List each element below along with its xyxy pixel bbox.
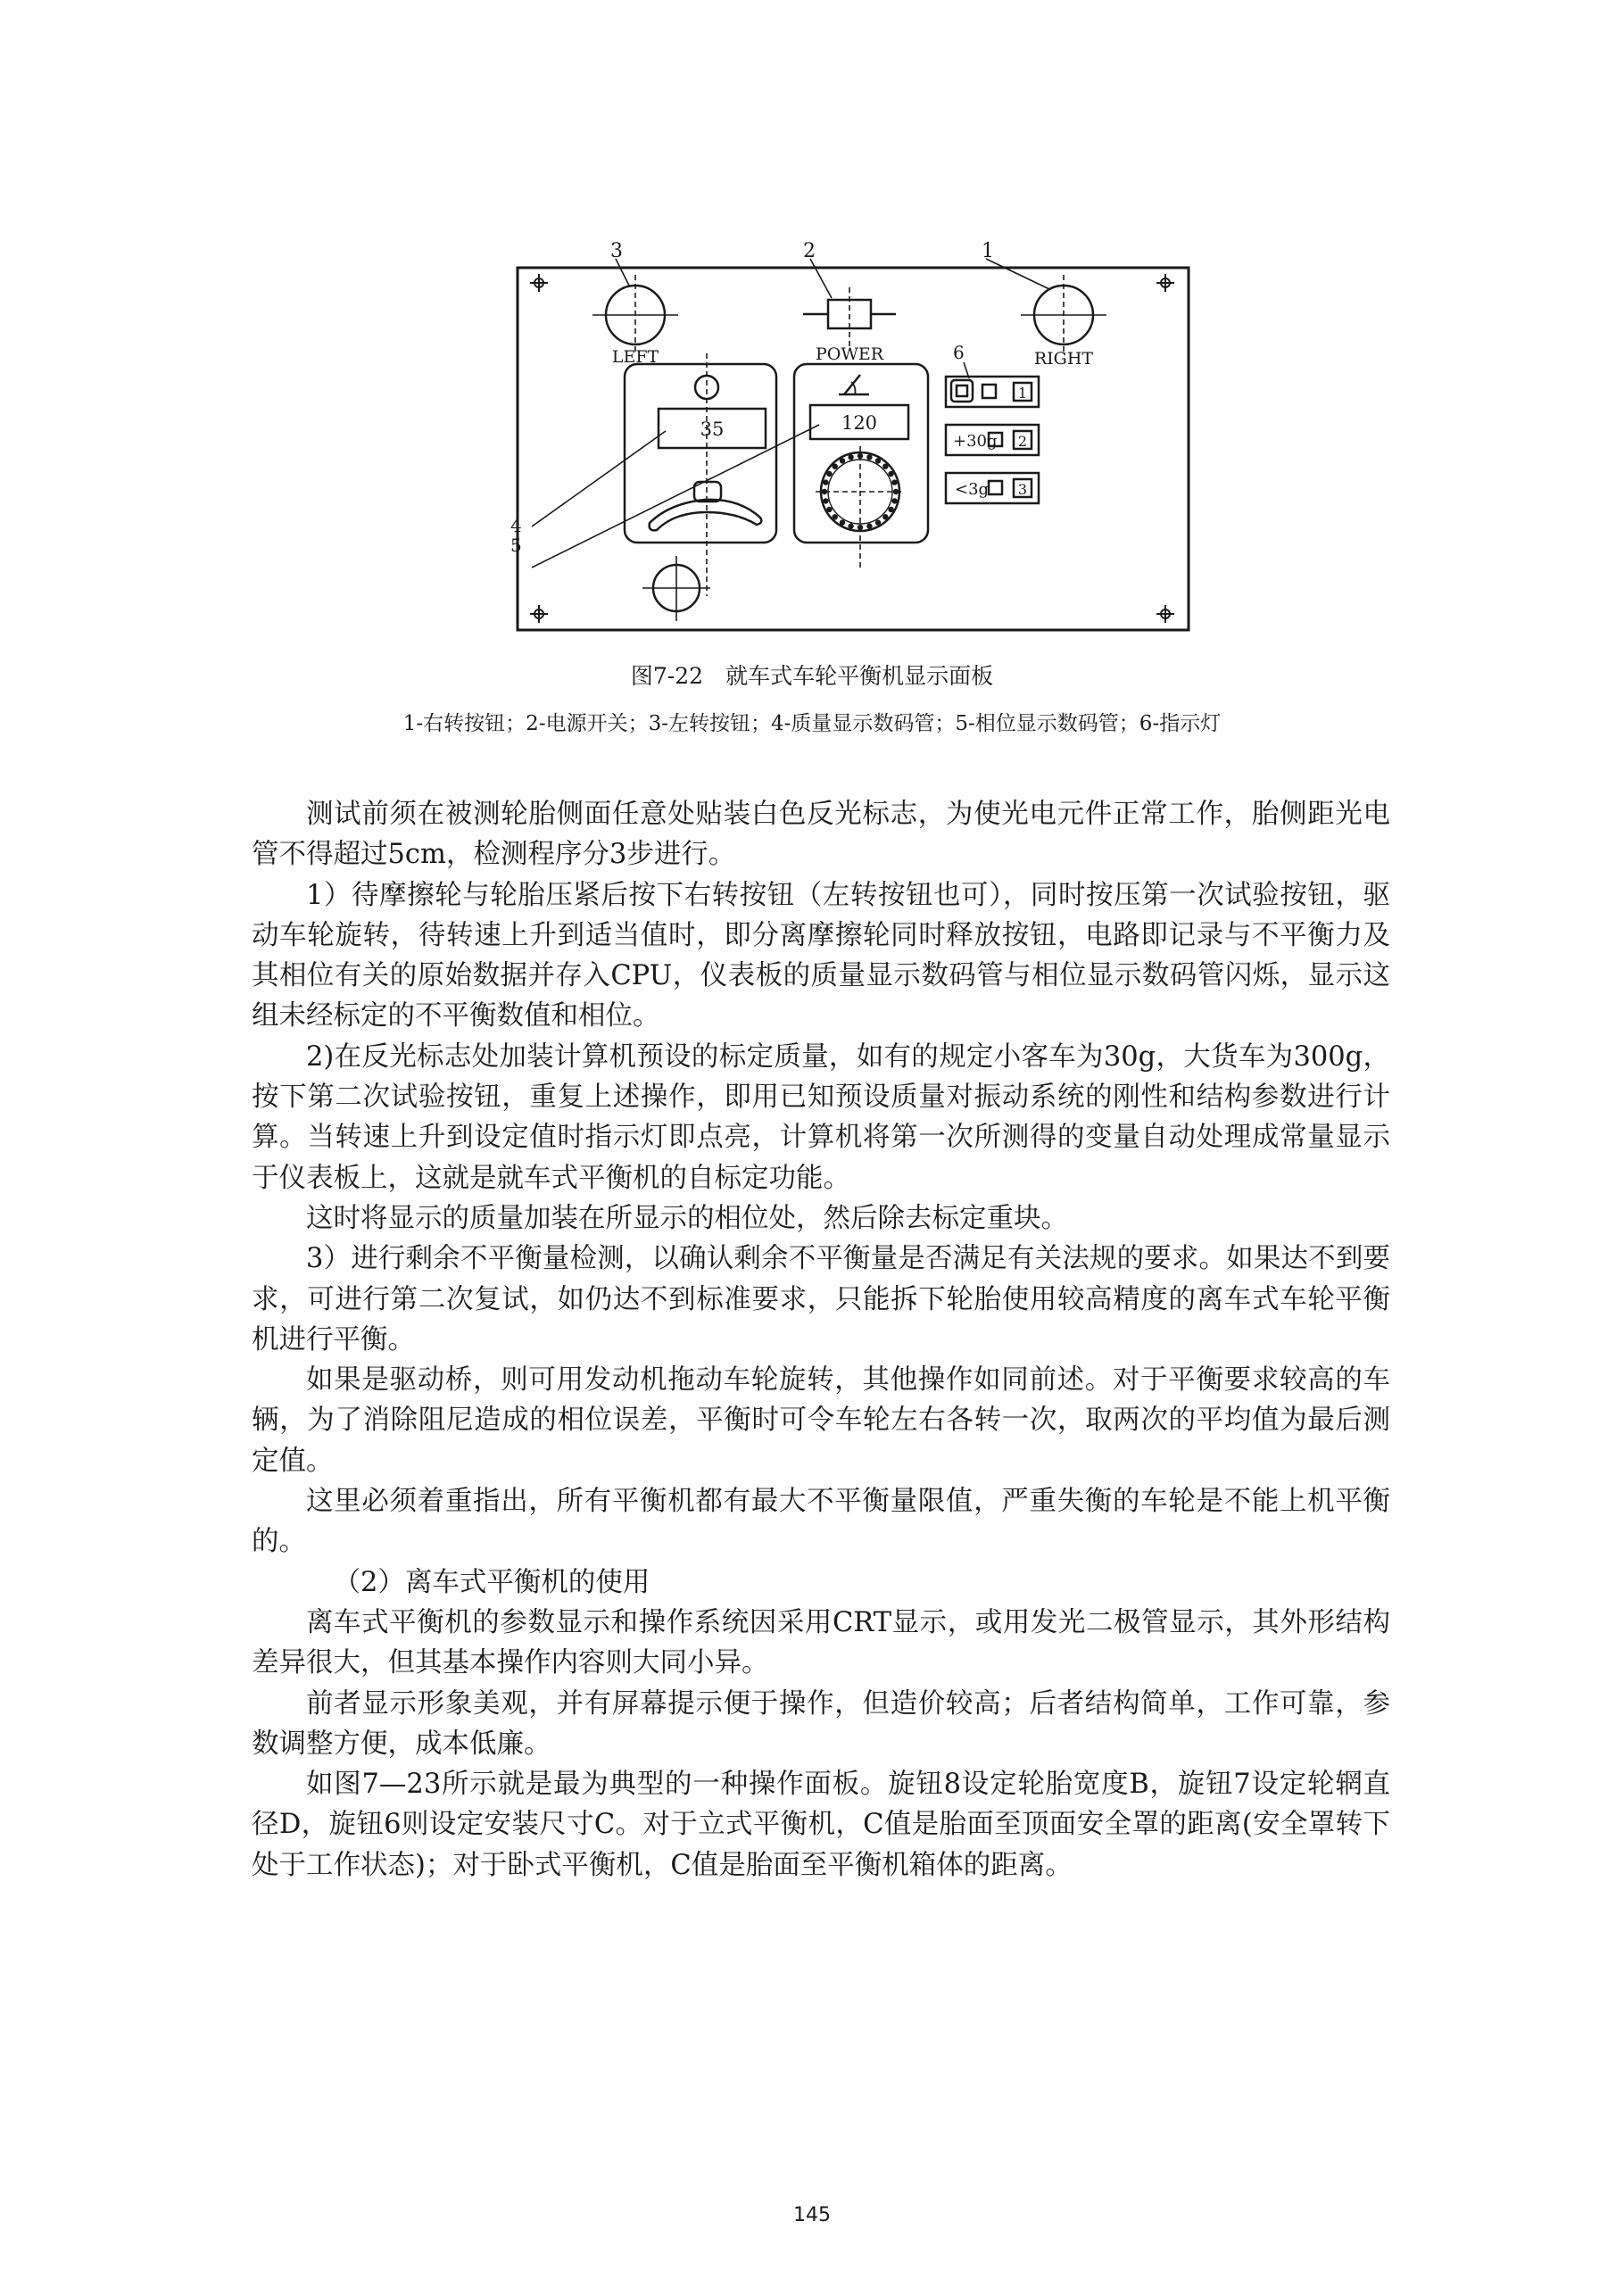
power-label: POWER bbox=[815, 344, 884, 364]
body-text bbox=[252, 794, 1390, 1886]
led-dot bbox=[823, 479, 828, 485]
led-dot bbox=[891, 498, 897, 503]
section-heading: （2）离车式平衡机的使用 bbox=[333, 1566, 650, 1598]
power-switch-icon bbox=[803, 287, 896, 350]
led-dot bbox=[875, 519, 881, 525]
indicator-label-3: <3g bbox=[955, 480, 990, 499]
indicator-label-2: +30g bbox=[953, 432, 998, 451]
right-turn-button-icon bbox=[1021, 275, 1106, 355]
led-dot bbox=[840, 458, 845, 463]
mass-knob-icon bbox=[650, 482, 762, 530]
led-dot bbox=[826, 507, 832, 512]
paragraph: 如果是驱动桥，则可用发动机拖动车轮旋转，其他操作如同前述。对于平衡要求较高的车辆，为了消除阻尼造成的相位误差，平衡时可令车轮左右各转一次，取两次的平均值为最后测定值。 bbox=[252, 1364, 1390, 1477]
paragraph: 离车式平衡机的参数显示和操作系统因采用CRT显示，或用发光二极管显示，其外形结构差异很大，但其基本操作内容则大同小异。 bbox=[252, 1606, 1390, 1679]
angle-symbol-icon bbox=[839, 375, 869, 394]
led-dot bbox=[882, 514, 888, 519]
callout-6: 6 bbox=[953, 342, 965, 363]
callout-5: 5 bbox=[510, 535, 522, 556]
paragraph: 如图7—23所示就是最为典型的一种操作面板。旋钮8设定轮胎宽度B，旋钮7设定轮辋直径D，旋钮6则设定安装尺寸C。对于立式平衡机，C值是胎面至顶面安全罩的距离(安全罩转下处于工作状态)；对于卧式平衡机，C值是胎面至平衡机箱体的距离。 bbox=[252, 1769, 1390, 1881]
led-dot bbox=[848, 523, 853, 528]
led-dot bbox=[848, 454, 853, 460]
mass-module bbox=[625, 364, 776, 543]
led-dot bbox=[866, 454, 872, 460]
indicator-number-1: 1 bbox=[1017, 385, 1028, 402]
led-dot bbox=[888, 471, 893, 477]
led-dot bbox=[833, 514, 838, 519]
mass-display-value: 35 bbox=[700, 419, 725, 440]
led-dot bbox=[826, 471, 832, 477]
left-turn-button-icon bbox=[592, 275, 678, 355]
figure-legend: 1-右转按钮；2-电源开关；3-左转按钮；4-质量显示数码管；5-相位显示数码管；6-指示灯 bbox=[402, 712, 1222, 735]
led-dot bbox=[866, 523, 872, 528]
indicator-lamp-icon bbox=[695, 353, 718, 596]
led-dot bbox=[840, 519, 845, 525]
phase-display-value: 120 bbox=[841, 412, 878, 434]
indicator-number-3: 3 bbox=[1017, 481, 1028, 498]
panel-diagram bbox=[500, 239, 1205, 641]
led-dot bbox=[823, 498, 828, 503]
paragraph: 这时将显示的质量加装在所显示的相位处，然后除去标定重块。 bbox=[306, 1202, 1068, 1234]
callout-3: 3 bbox=[610, 240, 623, 262]
led-dot bbox=[888, 507, 893, 512]
balancer-panel-figure bbox=[500, 239, 1205, 641]
paragraph: 测试前须在被测轮胎侧面任意处贴装白色反光标志，为使光电元件正常工作，胎侧距光电管不得超过5cm，检测程序分3步进行。 bbox=[252, 799, 1390, 871]
figure-caption: 图7-22 就车式车轮平衡机显示面板 bbox=[630, 663, 994, 689]
paragraph: 这里必须着重指出，所有平衡机都有最大不平衡量限值，严重失衡的车轮是不能上机平衡的。 bbox=[252, 1486, 1390, 1558]
page-number: 145 bbox=[793, 2204, 831, 2226]
right-label: RIGHT bbox=[1033, 349, 1094, 369]
phase-led-ring-icon bbox=[816, 446, 905, 569]
paragraph: 前者显示形象美观，并有屏幕提示便于操作，但造价较高；后者结构简单，工作可靠，参数调整方便，成本低廉。 bbox=[252, 1687, 1390, 1760]
paragraph: 3）进行剩余不平衡量检测，以确认剩余不平衡量是否满足有关法规的要求。如果达不到要求，可进行第二次复试，如仍达不到标准要求，只能拆下轮胎使用较高精度的离车式车轮平衡机进行平衡。 bbox=[252, 1243, 1390, 1355]
panel-frame bbox=[518, 268, 1189, 630]
corner-screw-icons bbox=[530, 274, 1174, 623]
indicator-number-2: 2 bbox=[1017, 433, 1028, 450]
led-dot bbox=[875, 458, 881, 463]
paragraph: 2)在反光标志处加装计算机预设的标定质量，如有的规定小客车为30g，大货车为300g，按下第二次试验按钮，重复上述操作，即用已知预设质量对振动系统的刚性和结构参数进行计算。当转速上升到设定值时指示灯即点亮，计算机将第一次所测得的变量自动处理成常量显示于仪表板上，这就是就车式平衡机的自标定功能。 bbox=[252, 1040, 1390, 1194]
callout-2: 2 bbox=[803, 240, 816, 262]
paragraph: 1）待摩擦轮与轮胎压紧后按下右转按钮（左转按钮也可），同时按压第一次试验按钮，驱动车轮旋转，待转速上升到适当值时，即分离摩擦轮同时释放按钮，电路即记录与不平衡力及其相位有关的原始数据并存入CPU，仪表板的质量显示数码管与相位显示数码管闪烁，显示这组未经标定的不平衡数值和相位。 bbox=[252, 879, 1390, 1032]
bottom-button-icon bbox=[642, 556, 710, 621]
led-dot bbox=[833, 464, 838, 469]
led-dot bbox=[891, 479, 897, 485]
callout-4: 4 bbox=[510, 515, 522, 536]
callout-1: 1 bbox=[982, 240, 994, 262]
led-dot bbox=[882, 464, 888, 469]
left-label: LEFT bbox=[611, 347, 659, 367]
